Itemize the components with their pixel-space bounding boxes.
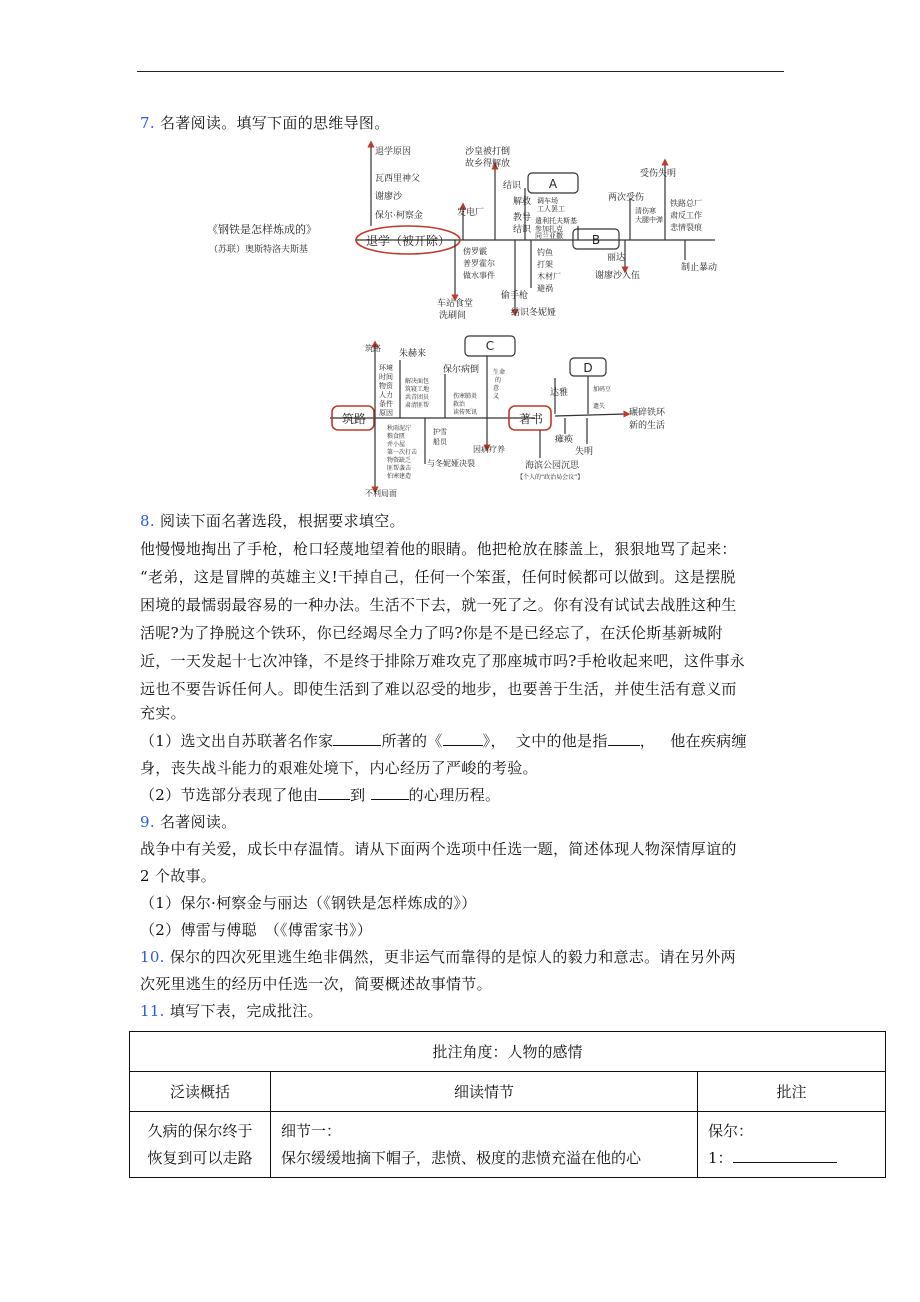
mind-map-bottom xyxy=(330,336,627,490)
map-label: 筑路 xyxy=(365,344,381,353)
map-label: 【个人的“政治局会议”】 xyxy=(517,474,584,481)
question-number: 10. xyxy=(140,948,165,966)
map-label: 谢廖沙 xyxy=(375,192,403,202)
map-label: 肃清匪帮 xyxy=(405,402,430,409)
sub-text: （1）选文出自苏联著名作家 xyxy=(140,732,334,750)
map-label: 新的生活 xyxy=(629,421,666,431)
map-label: 丽达 xyxy=(607,253,626,263)
question-7 xyxy=(140,110,390,137)
map-label: 故乡得解放 xyxy=(465,159,511,169)
question-number: 11. xyxy=(140,1002,165,1020)
cell-text: 保尔缓缓地摘下帽子，悲愤、极度的悲愤充溢在他的心 xyxy=(281,1148,642,1167)
column-header: 泛读概括 xyxy=(130,1072,271,1112)
question-9-line: 战争中有关爱，成长中存温情。请从下面两个选项中任选一题，简述体现人物深情厚谊的 xyxy=(140,840,737,858)
map-label: 的 xyxy=(495,377,502,384)
map-label: 普罗霍尔 xyxy=(463,259,495,268)
box-a-label: A xyxy=(548,177,558,191)
map-label: 沙皇被打倒 xyxy=(465,147,511,157)
passage-line: 近，一天发起十七次冲锋，不是终于排除万难攻克了那座城市吗?手枪收起来吧，这件事永 xyxy=(140,652,746,670)
map-label: 瘫痪 xyxy=(555,435,574,445)
map-label: 读传死讯 xyxy=(453,409,478,416)
summary-cell xyxy=(130,1112,271,1178)
sub-question-1-cont: 身，丧失战斗能力的艰难处境下，内心经历了严峻的考验。 xyxy=(140,759,538,777)
mind-map-top-text xyxy=(207,145,717,321)
answer-blank-author[interactable] xyxy=(333,729,381,746)
box-d-label: D xyxy=(583,361,593,375)
map-label: 达雅 xyxy=(550,388,569,398)
author-label: （苏联）奥斯特洛夫斯基 xyxy=(209,245,309,255)
sub-text: 的心理历程。 xyxy=(408,786,501,804)
sub-question-1 xyxy=(140,728,747,755)
question-text: 名著阅读。填写下面的思维导图。 xyxy=(160,114,390,132)
center-node-label: 退学（被开除） xyxy=(365,234,451,248)
column-header: 细读情节 xyxy=(271,1072,698,1112)
map-label: 解决面包 xyxy=(405,378,430,385)
map-label: 朱赫来 xyxy=(399,349,427,359)
map-label: 环境 xyxy=(379,364,393,372)
sub-text: 》， xyxy=(482,732,506,750)
annotation-cell xyxy=(698,1112,886,1178)
map-label: 制止暴动 xyxy=(681,263,718,273)
map-label: 打架 xyxy=(537,260,553,269)
map-label: 清伤寒 xyxy=(635,207,656,215)
map-label: 条件 xyxy=(379,400,393,408)
question-text: 保尔的四次死里逃生绝非偶然，更非运气而靠得的是惊人的毅力和意志。请在另外两 xyxy=(169,948,736,966)
map-label: 解救 xyxy=(513,197,532,207)
map-label: 时间 xyxy=(379,373,393,381)
map-label: 瓦西里神父 xyxy=(375,174,421,184)
sub-question-2 xyxy=(140,782,500,809)
map-label: 谢廖沙入伍 xyxy=(595,271,641,281)
detail-cell xyxy=(271,1112,698,1178)
map-label: 船员 xyxy=(433,438,447,446)
passage-line: 远也不要告诉任何人。即使生活到了难以忍受的地步，也要善于生活，并使生活有意义而 xyxy=(140,680,737,698)
cell-text: 1： xyxy=(708,1148,733,1167)
map-label: 秋雨泥泞 xyxy=(387,425,412,432)
map-label: 两次受伤 xyxy=(608,193,645,203)
question-text: 名著阅读。 xyxy=(160,813,237,831)
book-title-label: 《钢铁是怎样炼成的》 xyxy=(207,223,317,236)
question-8-header xyxy=(140,508,405,535)
map-label: 第一次打击 xyxy=(387,449,418,456)
map-label: 粮食匮 xyxy=(387,433,406,440)
map-label: 不利局面 xyxy=(365,489,397,498)
option-2: （2）傅雷与傅聪 （《傅雷家书》） xyxy=(140,921,373,939)
answer-blank-from[interactable] xyxy=(318,783,350,800)
map-label: 人力 xyxy=(379,391,393,399)
sub-text: 文中的他是指 xyxy=(515,732,608,750)
answer-blank-to[interactable] xyxy=(371,783,409,800)
question-text: 阅读下面名著选段，根据要求填空。 xyxy=(160,512,405,530)
map-label: 原因 xyxy=(379,409,393,417)
passage-line: 活呢?为了挣脱这个铁环，你已经竭尽全力了吗?你是不是已经忘了，在沃伦斯基新城附 xyxy=(140,624,723,642)
map-label: 筑寝工地 xyxy=(405,386,430,393)
question-11 xyxy=(140,998,323,1025)
map-label: 车站食堂 xyxy=(437,299,474,309)
map-label: 结识 xyxy=(513,225,532,235)
cell-text: 恢复到可以走路 xyxy=(147,1148,253,1167)
map-label: 生命 xyxy=(493,369,506,376)
map-label: 做水事件 xyxy=(463,271,495,280)
question-10-line: 次死里逃生的经历中任选一次，简要概述故事情节。 xyxy=(140,975,492,993)
map-label: 匪帮袭击 xyxy=(387,465,412,472)
map-label: 怕寒建造 xyxy=(387,473,412,480)
map-label: 铁路总厂 xyxy=(670,199,702,208)
map-label: 保尔病倒 xyxy=(443,365,480,375)
map-label: 与冬妮娅决裂 xyxy=(427,459,475,468)
map-label: 受伤失明 xyxy=(640,169,677,179)
map-label: 木材厂 xyxy=(537,272,561,281)
cell-text: 细节一： xyxy=(281,1121,342,1140)
map-label: 物资 xyxy=(379,382,393,390)
map-label: 结识 xyxy=(503,181,522,191)
map-label: 调车场 xyxy=(537,197,558,205)
left-center-label: 筑路 xyxy=(342,412,367,426)
map-label: 同兰亚撒 xyxy=(535,232,563,240)
cell-text: 保尔： xyxy=(708,1121,754,1140)
question-number: 9. xyxy=(140,813,155,831)
map-label: 工人罢工 xyxy=(537,205,565,213)
table-row xyxy=(130,1072,886,1112)
sub-text: 到 xyxy=(350,786,366,804)
mind-map-diagram xyxy=(195,138,735,502)
question-text: 填写下表，完成批注。 xyxy=(169,1002,323,1020)
map-label: 悲情裂痕 xyxy=(670,223,702,232)
answer-blank-person[interactable] xyxy=(608,729,640,746)
map-label: 教导 xyxy=(513,213,532,223)
option-1: （1）保尔·柯察金与丽达（《钢铁是怎样炼成的》） xyxy=(140,894,477,912)
map-label: 并小屋 xyxy=(387,441,406,448)
table-row xyxy=(130,1032,886,1072)
map-label: 大腿中弹 xyxy=(635,216,663,224)
map-label: 共青团员 xyxy=(405,394,430,401)
map-label: 意 xyxy=(493,385,500,392)
passage-line: “老弟，这是冒牌的英雄主义!干掉自己，任何一个笨蛋，任何时候都可以做到。这是摆脱 xyxy=(140,568,736,586)
sub-text: 所著的《 xyxy=(381,732,443,750)
passage-line: 困境的最懦弱最容易的一种办法。生活不下去，就一死了之。你有没有试试去战胜这种生 xyxy=(140,596,737,614)
question-10 xyxy=(140,944,736,971)
question-number: 7. xyxy=(140,114,155,132)
map-label: 救治 xyxy=(453,401,466,408)
map-label: 偷手枪 xyxy=(501,291,529,301)
box-c-label: C xyxy=(485,339,495,353)
map-label: 伤寒肺炎 xyxy=(453,393,478,400)
header-rule xyxy=(137,71,784,72)
map-label: 物资缺乏 xyxy=(387,457,412,464)
map-label: 傍罗霰 xyxy=(463,247,487,256)
answer-blank-annotation[interactable] xyxy=(733,1146,837,1163)
map-label: 遣利托夫斯基 xyxy=(535,217,577,225)
right-center-label: 著书 xyxy=(519,412,544,426)
sub-text: 他在疾病缠 xyxy=(670,732,747,750)
sub-text: ， xyxy=(639,732,656,750)
map-label: 发电厂 xyxy=(457,208,485,218)
map-label: 避祸 xyxy=(537,284,553,293)
map-label: 失明 xyxy=(575,447,594,457)
map-label: 退学原因 xyxy=(375,147,412,157)
map-label: 加码豆 xyxy=(593,386,612,393)
table-header-cell: 批注角度：人物的感情 xyxy=(130,1032,886,1072)
map-label: 义 xyxy=(493,393,500,400)
sub-text: （2）节选部分表现了他由 xyxy=(140,786,319,804)
map-label: 洗刷间 xyxy=(439,311,467,321)
map-label: 保尔·柯察金 xyxy=(375,211,423,221)
map-label: 结识冬妮娅 xyxy=(511,308,557,318)
question-number: 8. xyxy=(140,512,155,530)
map-label: 遗失 xyxy=(593,403,606,410)
map-label: 护雪 xyxy=(433,428,447,436)
map-label: 肃反工作 xyxy=(670,211,702,220)
question-9-line: 2 个故事。 xyxy=(140,867,217,885)
answer-blank-book[interactable] xyxy=(443,729,483,746)
passage-line: 他慢慢地掏出了手枪，枪口轻蔑地望着他的眼睛。他把枪放在膝盖上，狠狠地骂了起来： xyxy=(140,540,737,558)
map-label: 因病疗养 xyxy=(473,445,505,454)
passage-line: 充实。 xyxy=(140,704,186,722)
map-label: 海滨公园沉思 xyxy=(525,461,580,471)
question-9-header xyxy=(140,809,237,836)
map-label: 参加扎克 xyxy=(535,225,563,233)
box-b-label: B xyxy=(591,233,601,247)
table-row xyxy=(130,1112,886,1178)
annotation-table xyxy=(129,1031,886,1178)
map-label: 碾碎铁环 xyxy=(629,408,666,418)
cell-text: 久病的保尔终于 xyxy=(147,1121,253,1140)
column-header: 批注 xyxy=(698,1072,886,1112)
map-label: 钓鱼 xyxy=(537,248,553,257)
